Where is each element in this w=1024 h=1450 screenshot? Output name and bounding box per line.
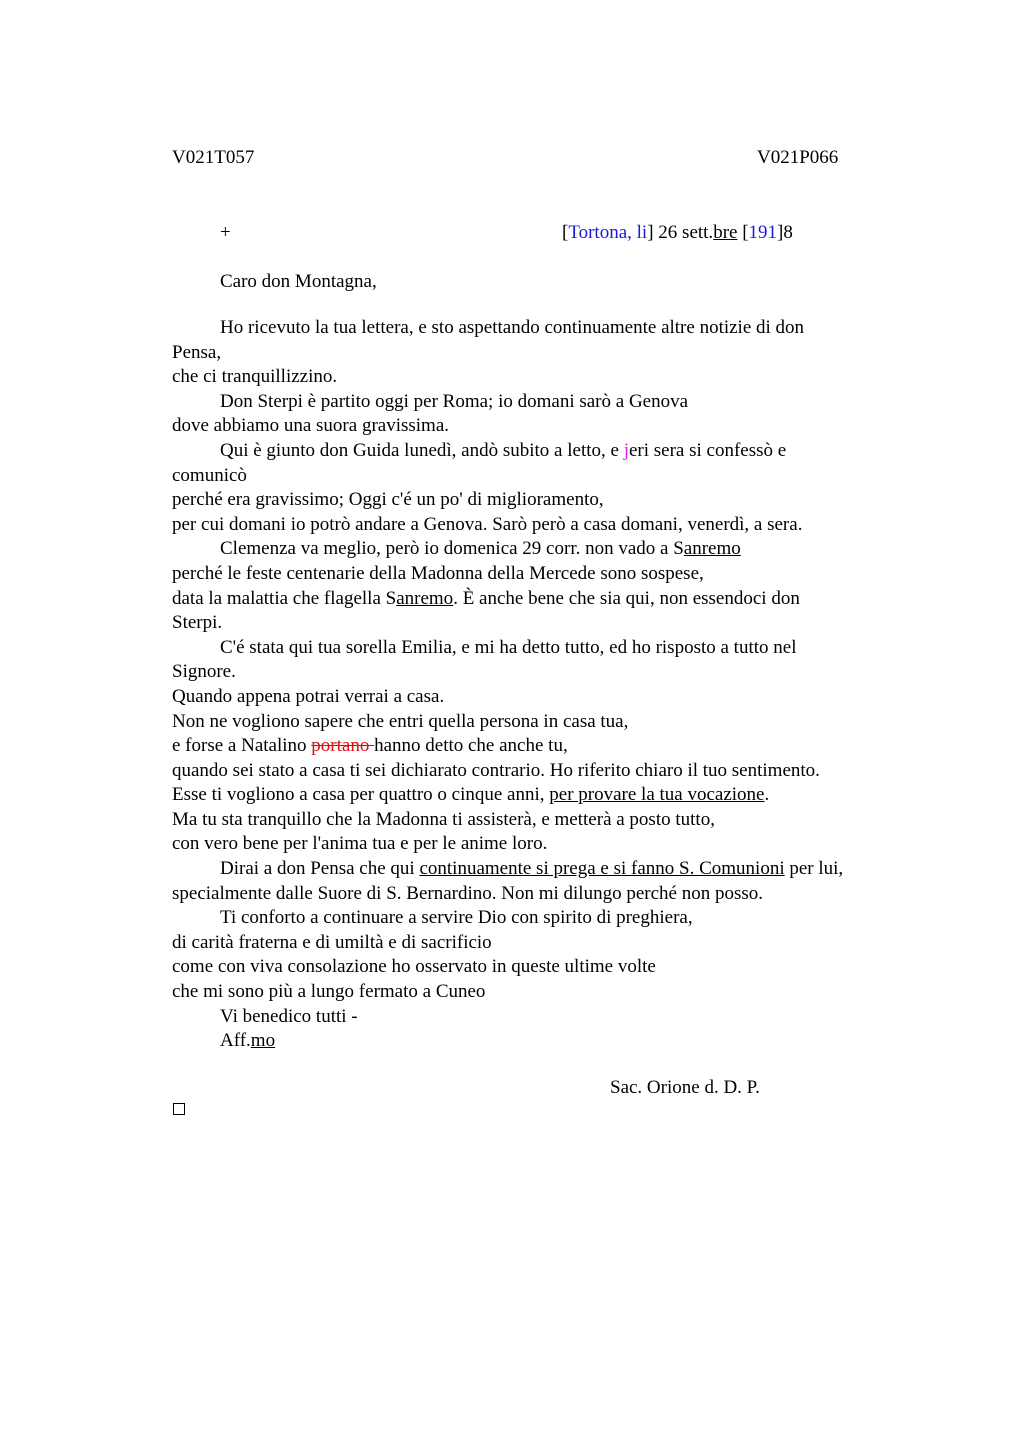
- salutation: Caro don Montagna,: [220, 271, 377, 292]
- text-run: e forse a Natalino: [172, 735, 312, 757]
- text-run: come con viva consolazione ho osservato in queste ultime volte: [172, 956, 656, 978]
- text-run: Clemenza va meglio, però io domenica 29 corr. non vado a S: [220, 538, 684, 560]
- text-run: Dirai a don Pensa che qui: [220, 858, 420, 880]
- letter-line: [172, 857, 912, 882]
- text-run: Pensa,: [172, 341, 222, 363]
- letter-line: [172, 955, 912, 980]
- text-u: continuamente si prega e si fanno S. Comunioni: [419, 858, 785, 880]
- letter-line: [172, 980, 912, 1005]
- text-run: Ti conforto a continuare a servire Dio con spirito di preghiera,: [220, 907, 693, 929]
- text-u: anremo: [683, 538, 741, 560]
- letter-line: [172, 759, 912, 784]
- dateline-year-part: 191: [748, 222, 778, 243]
- dateline: [562, 222, 793, 244]
- letter-line: [172, 587, 912, 612]
- letter-line: [172, 808, 912, 833]
- letter-line: [172, 488, 912, 513]
- text-run: Ma tu sta tranquillo che la Madonna ti assisterà, e metterà a posto tutto,: [172, 808, 715, 830]
- text-run: perché era gravissimo; Oggi c'é un po' di miglioramento,: [172, 489, 604, 511]
- letter-line: [172, 882, 912, 907]
- end-mark-box-icon: [173, 1103, 185, 1115]
- text-run: che ci tranquillizzino.: [172, 366, 338, 388]
- dateline-year-end: ]8: [777, 222, 793, 243]
- letter-line: [172, 660, 912, 685]
- document-code-left: V021T057: [172, 147, 255, 168]
- letter-line: [172, 783, 912, 808]
- text-run: . È anche bene che sia qui, non essendoci don: [453, 587, 800, 609]
- text-run: per lui,: [784, 858, 844, 880]
- letter-line: [172, 611, 912, 636]
- text-red-strike: portano: [311, 735, 375, 757]
- text-run: Non ne vogliono sapere che entri quella persona in casa tua,: [172, 710, 629, 732]
- text-run: data la malattia che flagella S: [172, 587, 397, 609]
- text-run: specialmente dalle Suore di S. Bernardino. Non mi dilungo perché non posso.: [172, 882, 763, 904]
- dateline-day-month: ] 26 sett.: [647, 222, 714, 243]
- cross-mark: +: [220, 222, 231, 243]
- letter-line: [172, 1029, 912, 1054]
- letter-line: [172, 1005, 912, 1030]
- text-run: eri sera si confessò e: [628, 439, 787, 461]
- letter-line: [172, 365, 912, 390]
- letter-line: [172, 734, 912, 759]
- letter-line: [172, 562, 912, 587]
- text-run: che mi sono più a lungo fermato a Cuneo: [172, 981, 486, 1003]
- text-magenta: j: [623, 439, 629, 461]
- dateline-place: Tortona, li: [568, 222, 648, 243]
- text-run: Esse ti vogliono a casa per quattro o cinque anni,: [172, 784, 550, 806]
- letter-line: [172, 931, 912, 956]
- dateline-bracket-2: [: [737, 222, 749, 243]
- letter-line: [172, 390, 912, 415]
- letter-line: [172, 414, 912, 439]
- text-u: per provare la tua vocazione: [549, 784, 765, 806]
- letter-line: [172, 316, 912, 341]
- text-run: quando sei stato a casa ti sei dichiarato contrario. Ho riferito chiaro il tuo sentimento.: [172, 759, 820, 781]
- text-run: per cui domani io potrò andare a Genova. Sarò però a casa domani, venerdì, a sera.: [172, 513, 803, 535]
- text-run: perché le feste centenarie della Madonna della Mercede sono sospese,: [172, 562, 704, 584]
- letter-line: [172, 537, 912, 562]
- dateline-bracket: [: [562, 222, 569, 243]
- text-run: .: [764, 784, 770, 806]
- text-run: hanno detto che anche tu,: [374, 735, 568, 757]
- text-run: Signore.: [172, 661, 236, 683]
- text-run: con vero bene per l'anima tua e per le anime loro.: [172, 833, 548, 855]
- text-run: Aff.: [220, 1030, 251, 1052]
- letter-body: [172, 316, 912, 1054]
- text-u: anremo: [396, 587, 454, 609]
- letter-line: [172, 906, 912, 931]
- letter-line: [172, 341, 912, 366]
- document-code-right: V021P066: [757, 147, 839, 168]
- letter-line: [172, 636, 912, 661]
- letter-line: [172, 439, 912, 464]
- text-u: mo: [250, 1030, 276, 1052]
- text-run: Ho ricevuto la tua lettera, e sto aspettando continuamente altre notizie di don: [220, 317, 805, 338]
- text-run: comunicò: [172, 464, 247, 486]
- dateline-month-suffix: bre: [713, 222, 738, 243]
- text-run: Don Sterpi è partito oggi per Roma; io domani sarò a Genova: [220, 390, 689, 412]
- letter-line: [172, 685, 912, 710]
- text-run: dove abbiamo una suora gravissima.: [172, 415, 450, 437]
- letter-line: [172, 832, 912, 857]
- text-run: Vi benedico tutti -: [220, 1005, 358, 1027]
- text-run: di carità fraterna e di umiltà e di sacrificio: [172, 931, 492, 953]
- text-run: Qui è giunto don Guida lunedì, andò subito a letto, e: [220, 439, 624, 461]
- text-run: C'é stata qui tua sorella Emilia, e mi ha detto tutto, ed ho risposto a tutto nel: [220, 636, 797, 658]
- letter-line: [172, 464, 912, 489]
- text-run: Sterpi.: [172, 612, 223, 634]
- letter-line: [172, 513, 912, 538]
- signature: Sac. Orione d. D. P.: [610, 1077, 760, 1098]
- text-run: Quando appena potrai verrai a casa.: [172, 685, 445, 707]
- letter-line: [172, 710, 912, 735]
